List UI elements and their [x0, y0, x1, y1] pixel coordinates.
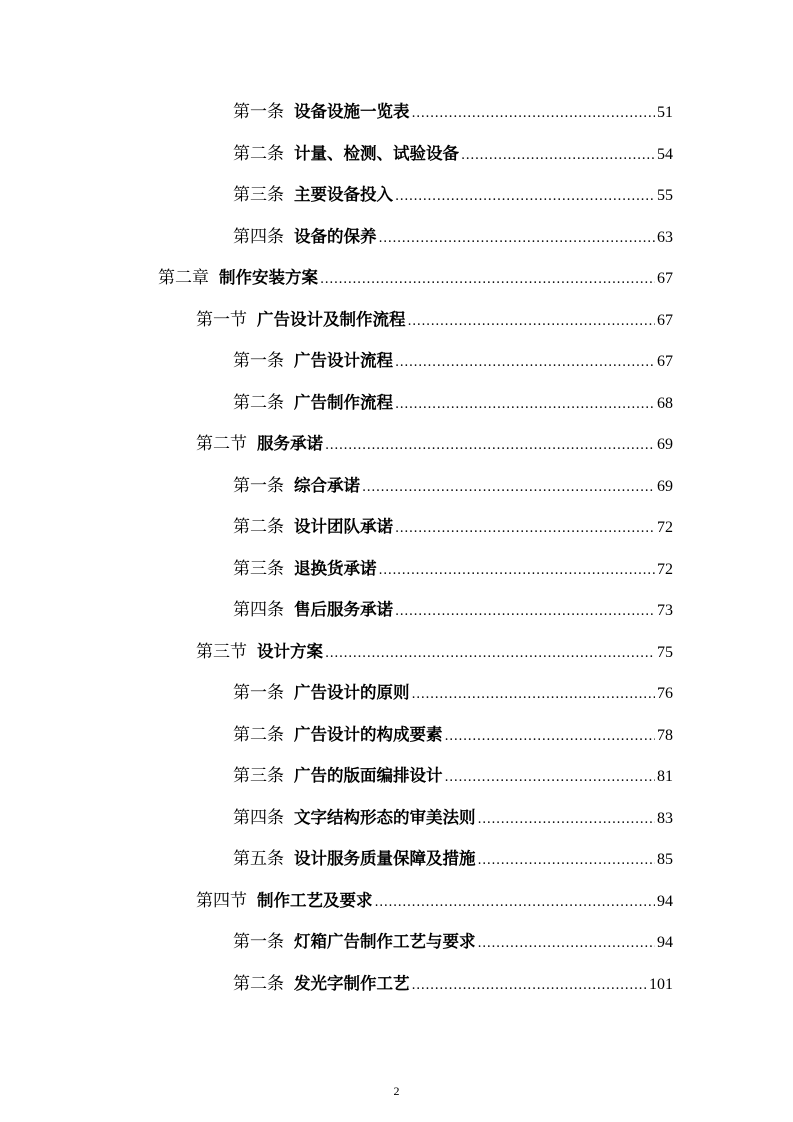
toc-entry-article[interactable] [0, 131, 793, 173]
toc-entry-page: 78 [657, 726, 673, 744]
toc-entry-number: 第四条 [233, 807, 284, 828]
toc-entry-title: 设备设施一览表 [294, 102, 410, 122]
toc-entry-page: 94 [657, 934, 673, 952]
toc-entry-title: 设计服务质量保障及措施 [294, 849, 476, 869]
toc-entry-number: 第四条 [233, 600, 284, 621]
dot-leader [362, 480, 655, 495]
toc-entry-number: 第四条 [233, 226, 284, 247]
toc-entry-number: 第二条 [233, 143, 284, 164]
dot-leader [320, 272, 655, 287]
toc-entry-page: 69 [657, 436, 673, 454]
toc-entry-page: 67 [657, 353, 673, 371]
dot-leader [395, 604, 655, 619]
dot-leader [395, 397, 655, 412]
toc-entry-title: 灯箱广告制作工艺与要求 [294, 932, 476, 952]
toc-entry-article[interactable] [0, 587, 793, 629]
toc-entry-article[interactable] [0, 712, 793, 754]
dot-leader [478, 853, 656, 868]
toc-entry-title: 广告设计流程 [294, 351, 393, 371]
toc-entry-page: 54 [657, 145, 673, 163]
table-of-contents [0, 89, 793, 1002]
toc-entry-article[interactable] [0, 795, 793, 837]
dot-leader [445, 770, 656, 785]
toc-entry-page: 72 [657, 560, 673, 578]
toc-entry-number: 第二条 [233, 517, 284, 538]
dot-leader [478, 812, 656, 827]
toc-entry-number: 第二条 [233, 392, 284, 413]
toc-entry-number: 第五条 [233, 849, 284, 870]
toc-entry-title: 广告制作流程 [294, 392, 393, 412]
toc-entry-page: 72 [657, 519, 673, 537]
toc-entry-title: 设计方案 [257, 641, 323, 661]
dot-leader [325, 438, 655, 453]
toc-entry-page: 101 [649, 975, 673, 993]
toc-entry-article[interactable] [0, 172, 793, 214]
toc-entry-section[interactable] [0, 878, 793, 920]
toc-entry-article[interactable] [0, 670, 793, 712]
toc-entry-title: 售后服务承诺 [294, 600, 393, 620]
dot-leader [325, 646, 655, 661]
toc-entry-page: 75 [657, 643, 673, 661]
dot-leader [395, 355, 655, 370]
toc-entry-title: 设计团队承诺 [294, 517, 393, 537]
toc-entry-title: 制作安装方案 [219, 268, 318, 288]
dot-leader [395, 521, 655, 536]
toc-entry-title: 文字结构形态的审美法则 [294, 807, 476, 827]
dot-leader [395, 189, 655, 204]
toc-entry-title: 计量、检测、试验设备 [294, 143, 459, 163]
toc-entry-article[interactable] [0, 504, 793, 546]
toc-entry-page: 67 [657, 311, 673, 329]
toc-entry-number: 第一节 [196, 309, 247, 330]
dot-leader [445, 729, 656, 744]
toc-entry-page: 55 [657, 187, 673, 205]
toc-entry-section[interactable] [0, 629, 793, 671]
toc-entry-number: 第三条 [233, 766, 284, 787]
toc-entry-number: 第四节 [196, 890, 247, 911]
toc-entry-number: 第三条 [233, 185, 284, 206]
toc-entry-number: 第三条 [233, 558, 284, 579]
toc-entry-page: 81 [657, 768, 673, 786]
page-number: 2 [393, 1084, 400, 1098]
toc-entry-number: 第一条 [233, 102, 284, 123]
toc-entry-page: 69 [657, 477, 673, 495]
dot-leader [478, 936, 656, 951]
toc-entry-number: 第一条 [233, 351, 284, 372]
dot-leader [461, 148, 655, 163]
toc-entry-section[interactable] [0, 421, 793, 463]
toc-entry-section[interactable] [0, 297, 793, 339]
toc-entry-number: 第二条 [233, 724, 284, 745]
toc-entry-page: 51 [657, 104, 673, 122]
toc-entry-article[interactable] [0, 546, 793, 588]
toc-entry-title: 发光字制作工艺 [294, 973, 410, 993]
toc-entry-page: 67 [657, 270, 673, 288]
toc-entry-page: 94 [657, 892, 673, 910]
toc-entry-article[interactable] [0, 961, 793, 1003]
toc-entry-number: 第二章 [158, 268, 209, 289]
toc-entry-number: 第二节 [196, 434, 247, 455]
dot-leader [375, 895, 656, 910]
toc-entry-title: 服务承诺 [257, 434, 323, 454]
toc-entry-article[interactable] [0, 380, 793, 422]
toc-entry-article[interactable] [0, 89, 793, 131]
toc-entry-page: 68 [657, 394, 673, 412]
toc-entry-number: 第三节 [196, 641, 247, 662]
toc-entry-number: 第一条 [233, 683, 284, 704]
toc-entry-title: 广告的版面编排设计 [294, 766, 443, 786]
toc-entry-article[interactable] [0, 836, 793, 878]
toc-entry-number: 第一条 [233, 932, 284, 953]
dot-leader [379, 231, 656, 246]
toc-entry-page: 73 [657, 602, 673, 620]
toc-entry-title: 综合承诺 [294, 475, 360, 495]
toc-entry-title: 退换货承诺 [294, 558, 377, 578]
toc-entry-article[interactable] [0, 338, 793, 380]
toc-entry-article[interactable] [0, 463, 793, 505]
toc-entry-title: 主要设备投入 [294, 185, 393, 205]
toc-entry-page: 63 [657, 228, 673, 246]
toc-entry-title: 设备的保养 [294, 226, 377, 246]
toc-entry-title: 制作工艺及要求 [257, 890, 373, 910]
dot-leader [379, 563, 656, 578]
toc-entry-article[interactable] [0, 753, 793, 795]
toc-entry-number: 第一条 [233, 475, 284, 496]
toc-entry-article[interactable] [0, 919, 793, 961]
toc-entry-title: 广告设计的原则 [294, 683, 410, 703]
toc-entry-page: 83 [657, 809, 673, 827]
toc-entry-title: 广告设计及制作流程 [257, 309, 406, 329]
toc-entry-article[interactable] [0, 214, 793, 256]
toc-entry-number: 第二条 [233, 973, 284, 994]
toc-entry-chapter[interactable] [0, 255, 793, 297]
dot-leader [408, 314, 656, 329]
dot-leader [412, 978, 648, 993]
toc-entry-page: 76 [657, 685, 673, 703]
toc-entry-title: 广告设计的构成要素 [294, 724, 443, 744]
dot-leader [412, 687, 656, 702]
toc-entry-page: 85 [657, 851, 673, 869]
dot-leader [412, 106, 656, 121]
